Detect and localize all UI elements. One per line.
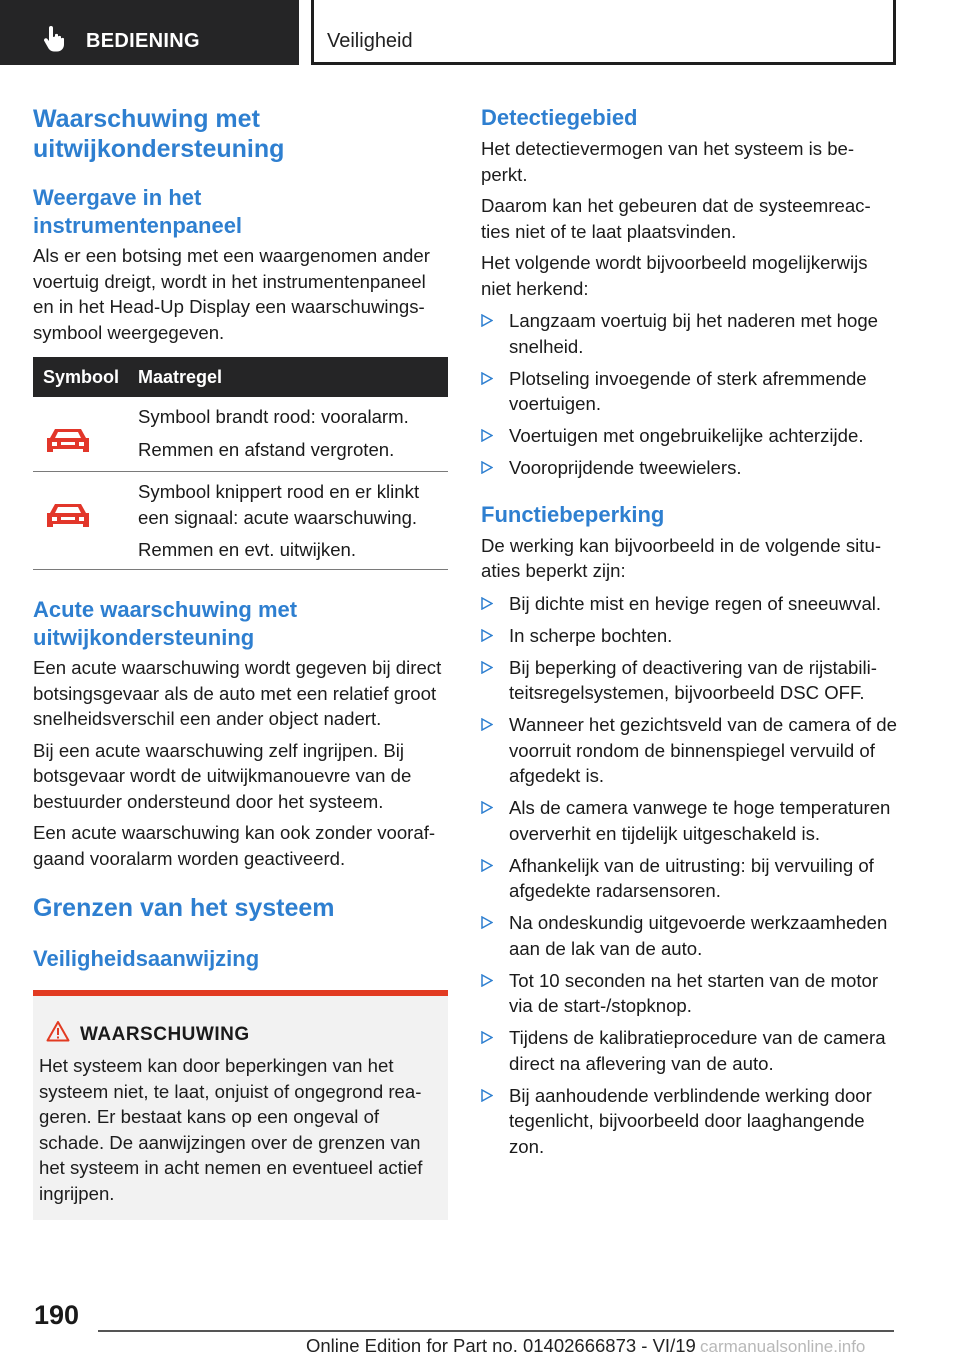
measure-line: Symbool brandt rood: vooralarm. <box>138 406 409 427</box>
subheading-weergave: Weergave in het instrumentenpaneel <box>33 185 243 238</box>
table-cell-symbol <box>33 479 138 569</box>
list-item <box>481 308 899 359</box>
list-limitations <box>481 591 899 1160</box>
measure-line: Remmen en afstand vergroten. <box>138 438 395 460</box>
paragraph-intro: Als er een botsing met een waargenomen ander voertuig dreigt, wordt in het instrumentenpaneel en in het Head-Up Display een waarschuwingssymbool weergegeven. <box>33 245 430 343</box>
list-item-text: Afhankelijk van de uitrusting: bij vervuiling of afgedekte radarsensoren. <box>509 854 874 901</box>
table-cell-measure <box>138 404 448 471</box>
table-row <box>33 472 448 570</box>
triangle-right-icon <box>481 314 493 327</box>
section-header <box>311 0 896 65</box>
list-item <box>481 1025 899 1076</box>
triangle-right-icon <box>481 372 493 385</box>
paragraph-detectie-3: Het volgende wordt bijvoorbeeld mogelijkerwijs niet herkend: <box>481 252 868 299</box>
list-item-text: Wanneer het gezichtsveld van de camera of de voorruit rondom de binnenspiegel vervuild of afgedekt is. <box>509 714 897 786</box>
list-item-text: Bij aanhoudende verblindende werking door tegenlicht, bijvoorbeeld door laaghangende zon. <box>509 1084 872 1157</box>
table-cell-measure <box>138 479 448 569</box>
measure-line: Remmen en evt. uitwijken. <box>138 539 357 560</box>
subheading-detectiegebied: Detectiegebied <box>481 105 638 130</box>
measure-line: Symbool knippert rood en er klinkt een signaal: acute waarschuwing. <box>138 481 420 528</box>
warning-text: Het systeem kan door beperkingen van het systeem niet, te laat, onjuist of ongegrond reageren. Er bestaat kans op een ongeval of schade. De aanwijzingen over de grenzen van het systeem in acht nemen en eventueel actief ingrijpen. <box>39 1055 423 1204</box>
triangle-right-icon <box>481 1089 493 1102</box>
table-header <box>33 357 448 397</box>
list-not-detected <box>481 308 899 481</box>
hand-pointer-icon <box>42 26 66 52</box>
triangle-right-icon <box>481 597 493 610</box>
list-item-text: Voertuigen met ongebruikelijke achterzijde. <box>509 425 864 446</box>
section-title: Veiligheid <box>327 30 413 52</box>
left-column <box>33 104 448 973</box>
subheading-acute: Acute waarschuwing met uitwijkondersteuning <box>33 597 298 650</box>
table-header-symbol: Symbool <box>43 366 120 387</box>
list-item <box>481 423 899 449</box>
page-number: 190 <box>34 1300 80 1330</box>
table-cell-symbol <box>33 404 138 471</box>
list-item <box>481 366 899 417</box>
subheading-functiebeperking: Functiebeperking <box>481 501 665 527</box>
triangle-right-icon <box>481 1031 493 1044</box>
footer-divider <box>98 1330 894 1332</box>
triangle-right-icon <box>481 718 493 731</box>
list-item-text: Vooroprijdende tweewielers. <box>509 457 742 478</box>
car-front-icon <box>45 501 91 531</box>
list-item-text: Tot 10 seconden na het starten van de motor via de start-/stopknop. <box>509 969 879 1016</box>
list-item <box>481 968 899 1019</box>
list-item-text: In scherpe bochten. <box>509 624 673 646</box>
list-item-text: Plotseling invoegende of sterk afremmende voertuigen. <box>509 367 867 414</box>
list-item-text: Bij beperking of deactivering van de rijstabiliteitsregelsystemen, bijvoorbeeld DSC OFF. <box>509 656 877 703</box>
triangle-right-icon <box>481 661 493 674</box>
warning-box <box>33 990 448 1220</box>
triangle-right-icon <box>481 916 493 929</box>
heading-waarschuwing: Waarschuwing met uitwijkondersteuning <box>33 105 285 163</box>
list-item <box>481 795 899 846</box>
triangle-right-icon <box>481 974 493 987</box>
symbol-table <box>33 357 448 570</box>
warning-triangle-icon <box>46 1020 70 1042</box>
list-item-text: Bij dichte mist en hevige regen of sneeuwval. <box>509 592 882 614</box>
triangle-right-icon <box>481 429 493 442</box>
triangle-right-icon <box>481 629 493 642</box>
list-item <box>481 591 899 617</box>
table-header-measure: Maatregel <box>138 366 223 387</box>
footer-watermark: carmanualsonline.info <box>700 1337 866 1356</box>
list-item <box>481 712 899 789</box>
chapter-title: BEDIENING <box>86 30 200 52</box>
list-item <box>481 1083 899 1160</box>
list-item <box>481 910 899 961</box>
paragraph-detectie-2: Daarom kan het gebeuren dat de systeemreacties niet of te laat plaatsvinden. <box>481 195 871 242</box>
paragraph-acute-3: Een acute waarschuwing kan ook zonder voorafgaand vooralarm worden geactiveerd. <box>33 822 436 869</box>
paragraph-acute-2: Bij een acute waarschuwing zelf ingrijpen. Bij botsgevaar wordt de uitwijkmanouevre van de bestuurder ondersteund door het systeem. <box>33 739 412 812</box>
paragraph-functie: De werking kan bijvoorbeeld in de volgende situaties beperkt zijn: <box>481 534 882 581</box>
list-item-text: Langzaam voertuig bij het naderen met hoge snelheid. <box>509 310 879 357</box>
list-item <box>481 853 899 904</box>
chapter-tab <box>0 0 299 65</box>
list-item <box>481 455 899 481</box>
triangle-right-icon <box>481 801 493 814</box>
heading-grenzen: Grenzen van het systeem <box>33 894 335 922</box>
table-row <box>33 397 448 472</box>
subheading-veiligheid: Veiligheidsaanwijzing <box>33 946 260 971</box>
triangle-right-icon <box>481 461 493 474</box>
paragraph-acute-1: Een acute waarschuwing wordt gegeven bij direct botsingsgevaar als de auto met een relatief groot snelheidsverschil een ander object nadert. <box>33 657 442 729</box>
right-column <box>481 104 899 1166</box>
triangle-right-icon <box>481 859 493 872</box>
paragraph-detectie-1: Het detectievermogen van het systeem is beperkt. <box>481 138 855 185</box>
warning-title: WAARSCHUWING <box>80 1024 250 1045</box>
list-item <box>481 655 899 706</box>
list-item-text: Als de camera vanwege te hoge temperaturen oververhit en tijdelijk uitgeschakeld is. <box>509 797 891 844</box>
car-front-icon <box>45 426 91 456</box>
list-item-text: Na ondeskundig uitgevoerde werkzaamheden aan de lak van de auto. <box>509 912 888 959</box>
list-item-text: Tijdens de kalibratieprocedure van de camera direct na aflevering van de auto. <box>509 1027 886 1074</box>
list-item <box>481 623 899 649</box>
footer-edition: Online Edition for Part no. 01402666873 - VI/19 <box>306 1335 696 1356</box>
